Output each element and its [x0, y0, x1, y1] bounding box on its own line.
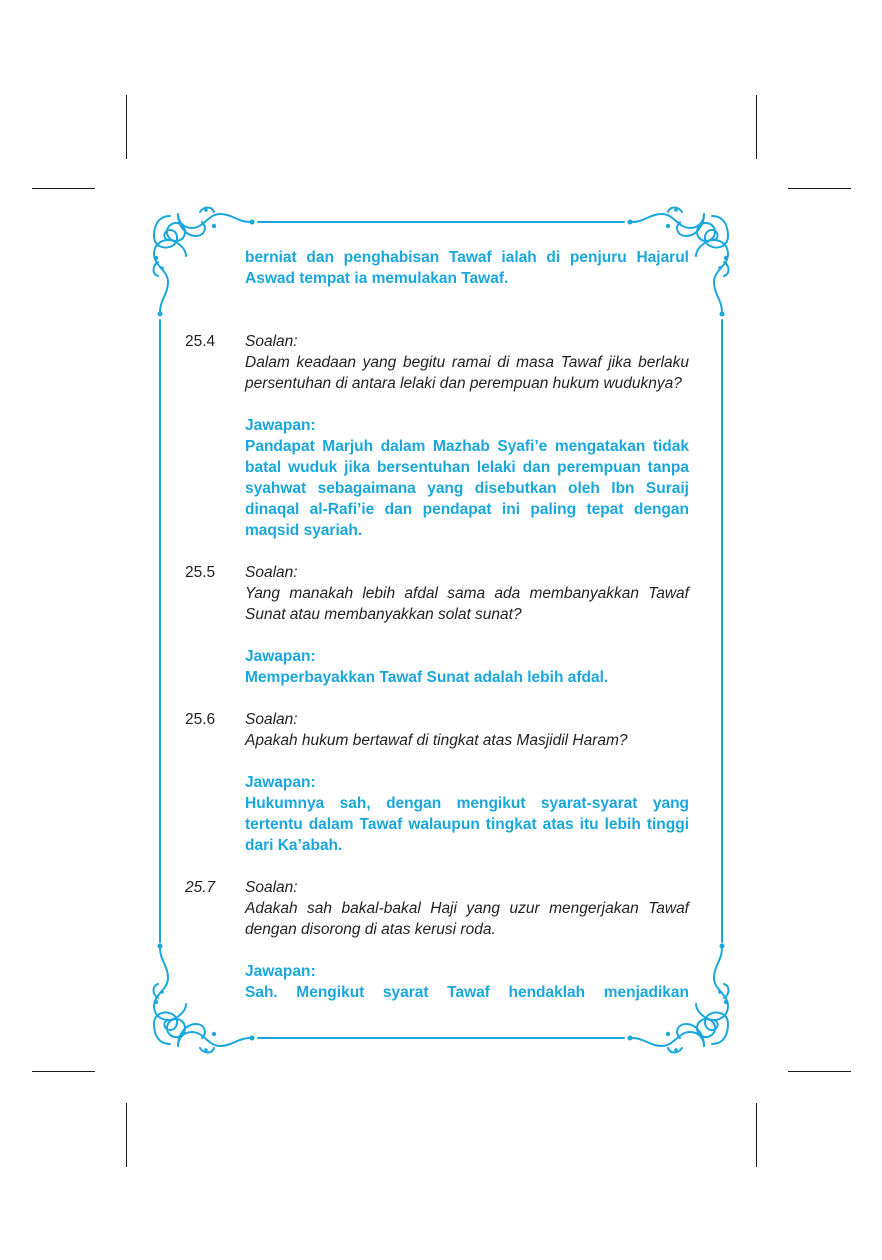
question-text: Yang manakah lebih afdal sama ada membanyakkan Tawaf Sunat atau membanyakkan solat sunat? [245, 585, 689, 623]
soalan-label: Soalan: [245, 879, 298, 896]
answer-text: Sah. Mengikut syarat Tawaf hendaklah menjadikan [245, 984, 689, 1001]
question-number: 25.5 [185, 564, 216, 581]
jawapan-label: Jawapan: [245, 963, 316, 980]
answer-text: Pandapat Marjuh dalam Mazhab Syafi’e mengatakan tidak batal wuduk jika bersentuhan lelaki dan perempuan tanpa syahwat sebagaimana yang disebutkan oleh Ibn Suraij dinaqal al-Rafi’ie dan pendapat ini paling tepat dengan maqsid syariah. [245, 438, 689, 539]
jawapan-label: Jawapan: [245, 648, 316, 665]
qa-item-25-4 [185, 331, 689, 541]
jawapan-label: Jawapan: [245, 774, 316, 791]
qa-item-25-5 [185, 562, 689, 688]
question-text: Apakah hukum bertawaf di tingkat atas Masjidil Haram? [245, 732, 628, 749]
soalan-label: Soalan: [245, 564, 298, 581]
question-number: 25.6 [185, 711, 216, 728]
soalan-label: Soalan: [245, 333, 298, 350]
page-content [185, 247, 689, 1003]
answer-text: Hukumnya sah, dengan mengikut syarat-syarat yang tertentu dalam Tawaf walaupun tingkat atas itu lebih tinggi dari Ka’abah. [245, 795, 689, 854]
question-number: 25.4 [185, 333, 216, 350]
question-number: 25.7 [185, 879, 216, 896]
intro-answer-text: berniat dan penghabisan Tawaf ialah di penjuru Hajarul Aswad tempat ia memulakan Tawaf. [245, 249, 689, 287]
answer-text: Memperbayakkan Tawaf Sunat adalah lebih afdal. [245, 669, 609, 686]
qa-item-25-7 [185, 877, 689, 1003]
question-text: Dalam keadaan yang begitu ramai di masa Tawaf jika berlaku persentuhan di antara lelaki dan perempuan hukum wuduknya? [245, 354, 689, 392]
jawapan-label: Jawapan: [245, 417, 316, 434]
qa-item-25-6 [185, 709, 689, 856]
question-text: Adakah sah bakal-bakal Haji yang uzur mengerjakan Tawaf dengan disorong di atas kerusi roda. [245, 900, 689, 938]
soalan-label: Soalan: [245, 711, 298, 728]
